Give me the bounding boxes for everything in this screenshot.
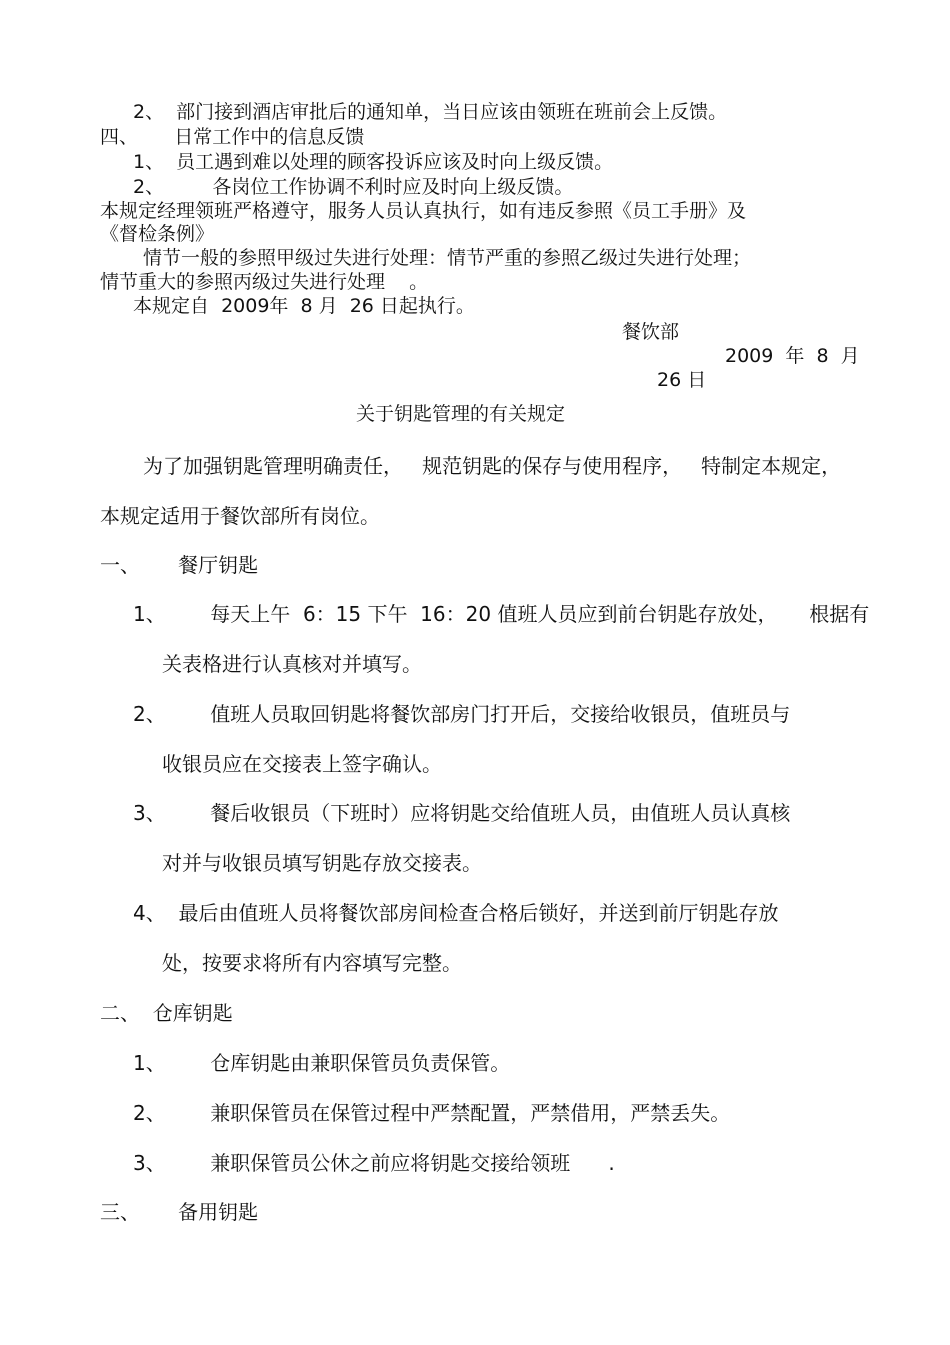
signature-department: 餐饮部 [622,321,680,343]
section-heading: 四、 日常工作中的信息反馈 [100,126,365,148]
list-item-continuation: 关表格进行认真核对并填写。 [162,652,422,676]
list-item-continuation: 处，按要求将所有内容填写完整。 [162,951,462,975]
text-line: 本规定自 2009年 8 月 26 日起执行。 [133,295,475,317]
list-item: 3、 餐后收银员（下班时）应将钥匙交给值班人员，由值班人员认真核 [133,801,791,825]
list-item: 3、 兼职保管员公休之前应将钥匙交接给领班 . [133,1151,615,1175]
list-item-continuation: 对并与收银员填写钥匙存放交接表。 [162,851,482,875]
list-item: 1、 每天上午 6：15 下午 16：20 值班人员应到前台钥匙存放处， 根据有 [133,602,870,626]
signature-date: 26 日 [657,369,707,391]
document-title: 关于钥匙管理的有关规定 [356,403,566,425]
section-heading: 三、 备用钥匙 [100,1200,259,1224]
text-line: 情节重大的参照丙级过失进行处理 。 [100,271,429,293]
text-line: 1、 员工遇到难以处理的顾客投诉应该及时向上级反馈。 [133,151,614,173]
paragraph-line: 为了加强钥匙管理明确责任， 规范钥匙的保存与使用程序， 特制定本规定， [143,454,842,478]
list-item: 2、 值班人员取回钥匙将餐饮部房门打开后，交接给收银员，值班员与 [133,702,791,726]
list-item: 1、 仓库钥匙由兼职保管员负责保管。 [133,1051,511,1075]
text-line: 《督检条例》 [100,223,215,245]
list-item: 2、 兼职保管员在保管过程中严禁配置，严禁借用，严禁丢失。 [133,1101,731,1125]
signature-date: 2009 年 8 月 [725,345,860,367]
section-heading: 二、 仓库钥匙 [100,1001,233,1025]
section-heading: 一、 餐厅钥匙 [100,553,259,577]
list-item-continuation: 收银员应在交接表上签字确认。 [162,752,442,776]
paragraph-line: 本规定适用于餐饮部所有岗位。 [100,504,380,528]
text-line: 2、 部门接到酒店审批后的通知单，当日应该由领班在班前会上反馈。 [133,101,728,123]
list-item: 4、 最后由值班人员将餐饮部房间检查合格后锁好，并送到前厅钥匙存放 [133,901,779,925]
text-line: 情节一般的参照甲级过失进行处理：情节严重的参照乙级过失进行处理； [143,247,752,269]
text-line: 2、 各岗位工作协调不利时应及时向上级反馈。 [133,176,574,198]
text-line: 本规定经理领班严格遵守，服务人员认真执行，如有违反参照《员工手册》及 [100,200,747,222]
